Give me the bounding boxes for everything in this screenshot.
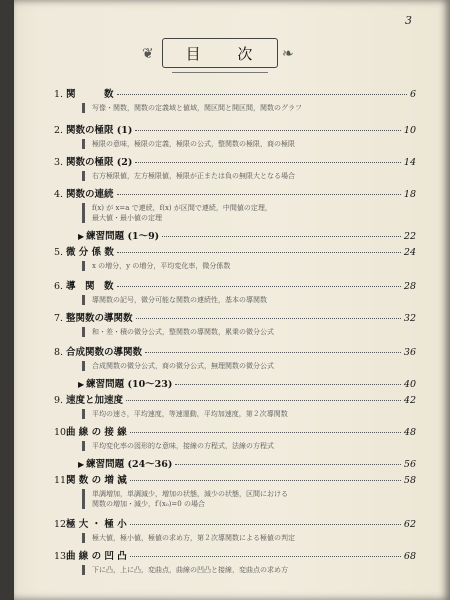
entry-page: 18 (403, 189, 416, 200)
entry-page: 48 (403, 427, 416, 438)
triangle-marker-icon: ▶ (78, 232, 85, 241)
entry-number: 10. (54, 427, 70, 438)
leader-dots (117, 286, 401, 287)
leader-dots (130, 556, 401, 557)
entry-topic-line: 和・差・積の微分公式，整関数の導関数，累乗の微分公式 (92, 328, 274, 336)
toc-entry[interactable] (54, 186, 416, 200)
entry-page: 6 (409, 89, 416, 100)
entry-title: 曲 線 の 凹 凸 (66, 551, 127, 562)
entry-title: 微 分 係 数 (66, 247, 114, 258)
entry-page: 32 (403, 313, 416, 324)
entry-number: 1. (54, 89, 64, 100)
entry-number: 8. (54, 347, 64, 358)
toc-entry[interactable] (54, 472, 416, 486)
title-underline (172, 72, 268, 73)
page-title: 目 次 (162, 38, 278, 68)
entry-number: 2. (54, 125, 64, 136)
toc-entry[interactable] (54, 310, 416, 324)
entry-topics (82, 203, 412, 223)
entry-topic-line: 平均変化率の図形的な意味，接線の方程式，法線の方程式 (92, 442, 274, 450)
book-page (14, 0, 450, 600)
entry-title: 曲 線 の 接 線 (66, 427, 127, 438)
entry-title: 合成関数の導関数 (66, 347, 143, 358)
entry-topics (82, 103, 412, 113)
entry-topic-line: 下に凸，上に凸，変曲点，曲線の凹凸と接線，変曲点の求め方 (92, 566, 288, 574)
toc-entry[interactable] (54, 424, 416, 438)
exercise-page: 22 (403, 231, 416, 242)
toc-entry[interactable] (54, 86, 416, 100)
entry-topic-line: f(x) が x=a で連続，f(x) が区間で連続，中間値の定理， (92, 204, 272, 212)
leader-dots (145, 352, 401, 353)
exercise-page: 56 (403, 459, 416, 470)
leader-dots (130, 524, 401, 525)
entry-topic-line: 合成関数の微分公式，商の微分公式，無理関数の微分公式 (92, 362, 274, 370)
entry-number: 5. (54, 247, 64, 258)
entry-topics (82, 261, 412, 271)
entry-page: 68 (403, 551, 416, 562)
entry-topics (82, 139, 412, 149)
entry-topics (82, 533, 412, 543)
entry-title: 関 数 (66, 89, 114, 100)
leader-dots (130, 480, 401, 481)
exercise-title: 練習問題 (1〜9) (86, 231, 160, 242)
entry-page: 10 (403, 125, 416, 136)
exercise-page: 40 (403, 379, 416, 390)
leader-dots (135, 162, 400, 163)
toc-entry[interactable] (54, 344, 416, 358)
entry-title: 整関数の導関数 (66, 313, 133, 324)
entry-topic-line: 最大値・最小値の定理 (92, 214, 162, 222)
entry-topics (82, 295, 412, 305)
entry-topics (82, 489, 412, 509)
toc-entry[interactable] (54, 154, 416, 168)
toc-entry[interactable] (54, 122, 416, 136)
entry-page: 36 (403, 347, 416, 358)
toc-entry[interactable] (54, 392, 416, 406)
entry-number: 11. (54, 475, 70, 486)
entry-page: 14 (403, 157, 416, 168)
entry-topics (82, 327, 412, 337)
entry-topic-line: 平均の速さ，平均速度，等速運動，平均加速度，第２次導関数 (92, 410, 288, 418)
page-number: 3 (405, 14, 412, 27)
leader-dots (136, 318, 401, 319)
entry-page: 58 (403, 475, 416, 486)
leader-dots (162, 236, 401, 237)
leader-dots (117, 194, 401, 195)
entry-title: 速度と加速度 (66, 395, 124, 406)
ornament-left-icon: ❦ (142, 46, 154, 62)
entry-topics (82, 361, 412, 371)
triangle-marker-icon: ▶ (78, 460, 85, 469)
entry-topic-line: 写像・関数，関数の定義域と値域，関区間と開区間，関数のグラフ (92, 104, 302, 112)
entry-topics (82, 441, 412, 451)
entry-topic-line: 右方極限値，左方極限値，極限が正または負の無限大となる場合 (92, 172, 295, 180)
toc-entry[interactable] (54, 548, 416, 562)
leader-dots (117, 252, 401, 253)
entry-title: 導 関 数 (66, 281, 114, 292)
entry-title: 関数の極限 (2) (66, 157, 133, 168)
entry-page: 28 (403, 281, 416, 292)
leader-dots (126, 400, 401, 401)
entry-title: 極 大 ・ 極 小 (66, 519, 127, 530)
toc-entry[interactable] (54, 244, 416, 258)
leader-dots (135, 130, 400, 131)
toc-exercise-entry[interactable] (78, 376, 416, 390)
entry-number: 6. (54, 281, 64, 292)
leader-dots (130, 432, 401, 433)
entry-number: 9. (54, 395, 64, 406)
entry-title: 関数の連続 (66, 189, 114, 200)
leader-dots (175, 384, 401, 385)
leader-dots (175, 464, 401, 465)
entry-page: 62 (403, 519, 416, 530)
toc-exercise-entry[interactable] (78, 228, 416, 242)
toc-entry[interactable] (54, 516, 416, 530)
entry-number: 4. (54, 189, 64, 200)
entry-topic-line: 極大値，極小値，極値の求め方，第２次導関数による極値の判定 (92, 534, 295, 542)
entry-page: 24 (403, 247, 416, 258)
entry-topic-line: 関数の増加・減少，f′(x₀)=0 の場合 (92, 500, 205, 508)
entry-number: 3. (54, 157, 64, 168)
entry-topic-line: x の増分，y の増分，平均変化率，微分係数 (92, 262, 231, 270)
entry-topic-line: 単調増加，単調減少，増加の状態，減少の状態，区間における (92, 490, 288, 498)
entry-number: 12. (54, 519, 70, 530)
exercise-title: 練習問題 (10〜23) (86, 379, 173, 390)
triangle-marker-icon: ▶ (78, 380, 85, 389)
entry-number: 7. (54, 313, 64, 324)
entry-page: 42 (403, 395, 416, 406)
toc-entry[interactable] (54, 278, 416, 292)
ornament-right-icon: ❧ (282, 46, 294, 62)
entry-topic-line: 導関数の記号，微分可能な関数の連続性，基本の導関数 (92, 296, 267, 304)
exercise-title: 練習問題 (24〜36) (86, 459, 173, 470)
toc-exercise-entry[interactable] (78, 456, 416, 470)
entry-topic-line: 極限の意味，極限の定義，極限の公式，整関数の極限，商の極限 (92, 140, 295, 148)
entry-number: 13. (54, 551, 70, 562)
leader-dots (117, 94, 407, 95)
entry-title: 関 数 の 増 減 (66, 475, 127, 486)
entry-topics (82, 409, 412, 419)
entry-title: 関数の極限 (1) (66, 125, 133, 136)
entry-topics (82, 565, 412, 575)
entry-topics (82, 171, 412, 181)
